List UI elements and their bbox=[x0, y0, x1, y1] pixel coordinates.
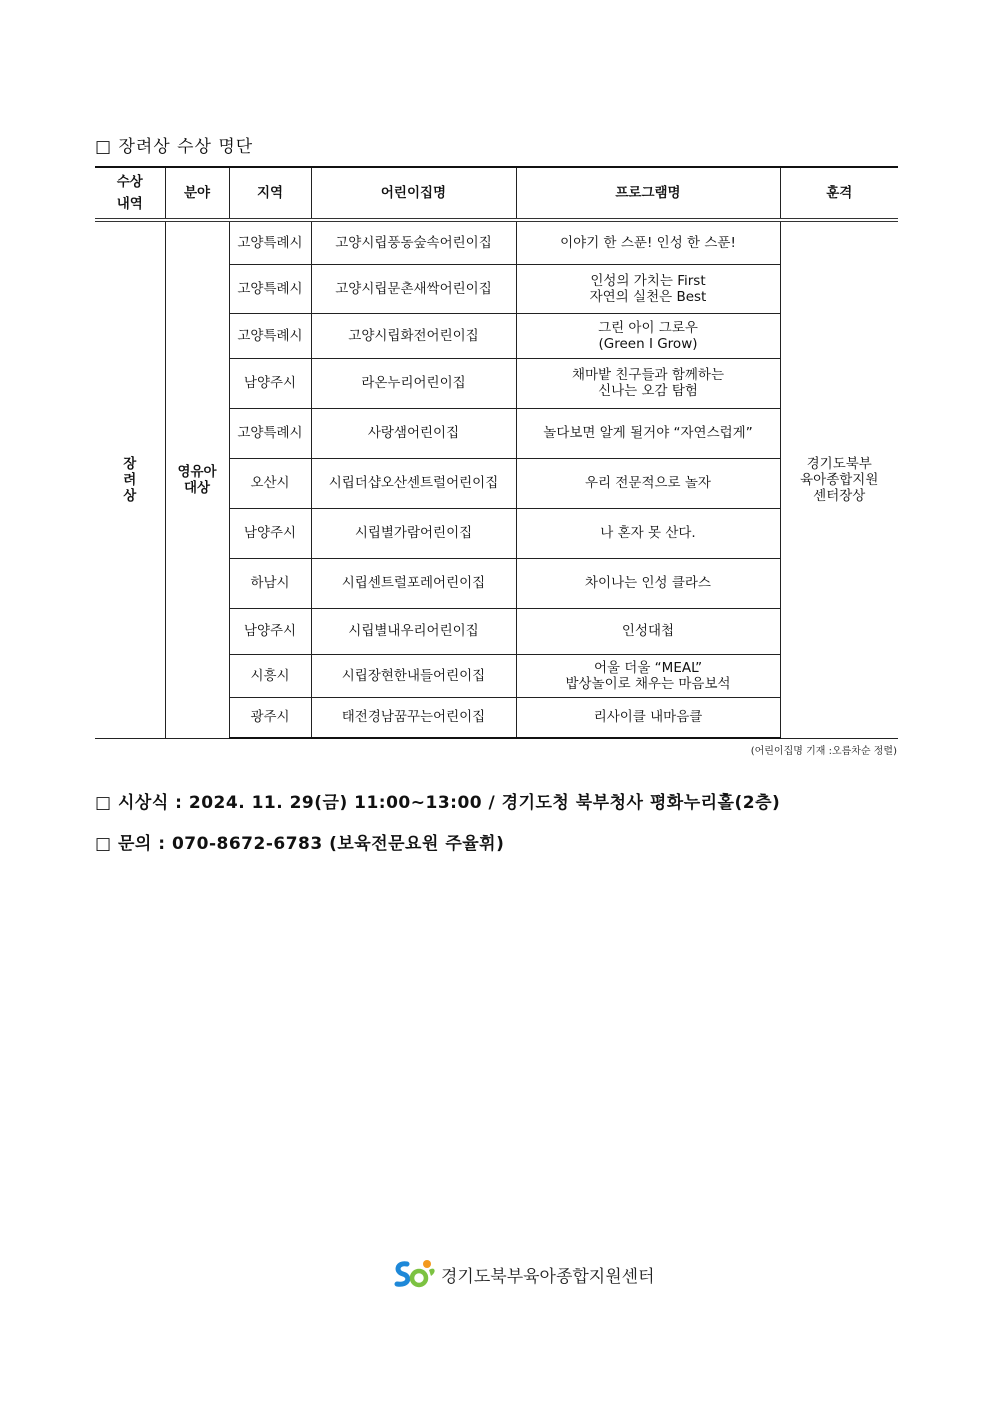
daycare-name-cell: 시립별내우리어린이집 bbox=[311, 608, 516, 654]
region-cell: 시흥시 bbox=[229, 654, 311, 697]
daycare-name-cell: 라온누리어린이집 bbox=[311, 358, 516, 408]
program-name-cell: 어울 더울 “MEAL” 밥상놀이로 채우는 마음보석 bbox=[516, 654, 780, 697]
header-daycare-name: 어린이집명 bbox=[311, 167, 516, 220]
region-cell: 고양특례시 bbox=[229, 264, 311, 313]
program-name-cell: 놀다보면 알게 될거야 “자연스럽게” bbox=[516, 408, 780, 458]
daycare-name-cell: 시립장현한내들어린이집 bbox=[311, 654, 516, 697]
footer-brand bbox=[393, 1258, 655, 1290]
daycare-name-cell: 태전경남꿈꾸는어린이집 bbox=[311, 697, 516, 738]
daycare-name-cell: 고양시립문촌새싹어린이집 bbox=[311, 264, 516, 313]
distinction-cell: 경기도북부 육아종합지원 센터장상 bbox=[780, 220, 898, 738]
program-name-cell: 인성대첩 bbox=[516, 608, 780, 654]
daycare-name-cell: 고양시립화전어린이집 bbox=[311, 313, 516, 358]
footer-center-name: 경기도북부육아종합지원센터 bbox=[441, 1266, 655, 1287]
program-name-cell: 채마밭 친구들과 함께하는 신나는 오감 탐험 bbox=[516, 358, 780, 408]
daycare-name-cell: 고양시립풍동숲속어린이집 bbox=[311, 220, 516, 264]
program-name-cell: 차이나는 인성 클라스 bbox=[516, 558, 780, 608]
program-name-cell: 나 혼자 못 산다. bbox=[516, 508, 780, 558]
daycare-name-cell: 시립더샵오산센트럴어린이집 bbox=[311, 458, 516, 508]
section-title: □ 장려상 수상 명단 bbox=[95, 137, 254, 157]
header-program-name: 프로그램명 bbox=[516, 167, 780, 220]
header-distinction: 훈격 bbox=[780, 167, 898, 220]
daycare-name-cell: 시립별가람어린이집 bbox=[311, 508, 516, 558]
program-name-cell: 이야기 한 스푼! 인성 한 스푼! bbox=[516, 220, 780, 264]
header-field: 분야 bbox=[165, 167, 229, 220]
program-name-cell: 그린 아이 그로우 (Green I Grow) bbox=[516, 313, 780, 358]
region-cell: 남양주시 bbox=[229, 608, 311, 654]
header-award-type: 수상 내역 bbox=[95, 167, 165, 220]
inquiry-info: □ 문의 : 070-8672-6783 (보육전문요원 주율휘) bbox=[95, 834, 505, 854]
center-logo-icon bbox=[393, 1258, 437, 1290]
region-cell: 하남시 bbox=[229, 558, 311, 608]
region-cell: 고양특례시 bbox=[229, 313, 311, 358]
program-name-cell: 리사이클 내마음클 bbox=[516, 697, 780, 738]
daycare-name-cell: 사랑샘어린이집 bbox=[311, 408, 516, 458]
program-name-cell: 우리 전문적으로 놀자 bbox=[516, 458, 780, 508]
ceremony-info: □ 시상식 : 2024. 11. 29(금) 11:00~13:00 / 경기도청 북부청사 평화누리홀(2층) bbox=[95, 793, 781, 813]
table-row bbox=[95, 220, 898, 264]
sort-note: (어린이집명 기재 :오름차순 정렬) bbox=[750, 746, 897, 757]
daycare-name-cell: 시립센트럴포레어린이집 bbox=[311, 558, 516, 608]
award-type-cell: 장 려 상 bbox=[95, 220, 165, 738]
region-cell: 고양특례시 bbox=[229, 220, 311, 264]
region-cell: 오산시 bbox=[229, 458, 311, 508]
table-body bbox=[95, 220, 898, 738]
program-name-cell: 인성의 가치는 First 자연의 실천은 Best bbox=[516, 264, 780, 313]
awards-table bbox=[95, 166, 898, 739]
region-cell: 남양주시 bbox=[229, 358, 311, 408]
region-cell: 남양주시 bbox=[229, 508, 311, 558]
field-cell: 영유아 대상 bbox=[165, 220, 229, 738]
region-cell: 고양특례시 bbox=[229, 408, 311, 458]
header-region: 지역 bbox=[229, 167, 311, 220]
table-header-row bbox=[95, 167, 898, 220]
region-cell: 광주시 bbox=[229, 697, 311, 738]
